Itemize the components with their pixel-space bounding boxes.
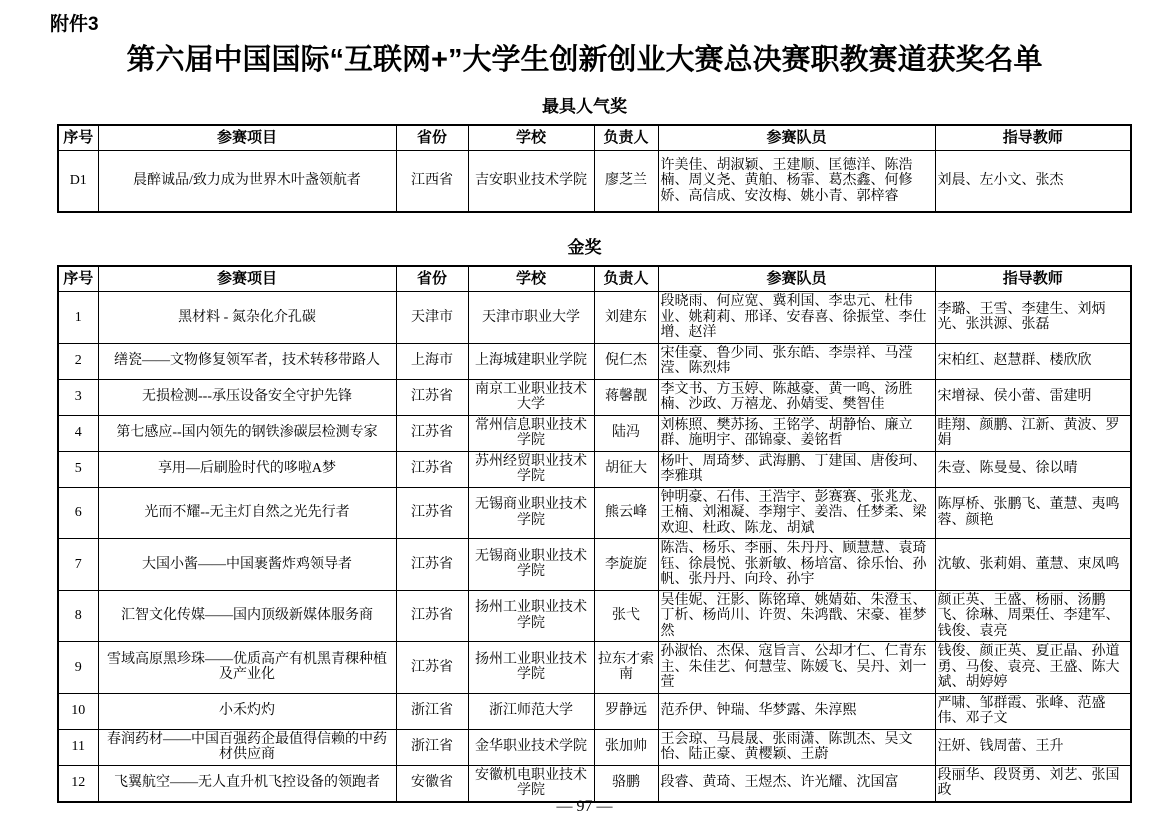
table-row xyxy=(58,642,1131,694)
cell-leader: 罗静远 xyxy=(594,693,658,729)
attachment-label: 附件3 xyxy=(50,14,99,35)
cell-members: 许美佳、胡淑颖、王建顺、匡德洋、陈浩楠、周义尧、黄舶、杨霏、葛杰鑫、何修娇、高信成、安汝梅、姚小青、郭梓睿 xyxy=(658,151,935,213)
table-row xyxy=(58,539,1131,591)
cell-province: 江苏省 xyxy=(396,590,468,642)
cell-index: 10 xyxy=(58,693,98,729)
cell-school: 苏州经贸职业技术学院 xyxy=(468,451,594,487)
cell-index: 2 xyxy=(58,343,98,379)
most-popular-award-table xyxy=(57,124,1132,213)
cell-project: 无损检测---承压设备安全守护先锋 xyxy=(98,379,396,415)
cell-members: 孙淑怡、杰保、寇旨言、公却才仁、仁青东主、朱佳艺、何慧莹、陈媛飞、吴丹、刘一萱 xyxy=(658,642,935,694)
cell-project: 第七感应--国内领先的钢铁渗碳层检测专家 xyxy=(98,415,396,451)
cell-project: 享用—后刷脸时代的哆啦A梦 xyxy=(98,451,396,487)
cell-leader: 胡征大 xyxy=(594,451,658,487)
cell-project: 缮瓷——文物修复领军者，技术转移带路人 xyxy=(98,343,396,379)
table-row xyxy=(58,343,1131,379)
column-header-leader: 负责人 xyxy=(594,125,658,151)
column-header-teachers: 指导教师 xyxy=(935,125,1131,151)
cell-index: 9 xyxy=(58,642,98,694)
cell-project: 飞翼航空——无人直升机飞控设备的领跑者 xyxy=(98,765,396,802)
column-header-school: 学校 xyxy=(468,266,594,292)
cell-province: 浙江省 xyxy=(396,693,468,729)
cell-leader: 张加帅 xyxy=(594,729,658,765)
cell-project: 大国小酱——中国裹酱炸鸡领导者 xyxy=(98,539,396,591)
cell-project: 汇智文化传媒——国内顶级新媒体服务商 xyxy=(98,590,396,642)
cell-province: 江苏省 xyxy=(396,487,468,539)
cell-teachers: 朱壹、陈曼曼、徐以晴 xyxy=(935,451,1131,487)
column-header-province: 省份 xyxy=(396,266,468,292)
cell-teachers: 严啸、邹群霞、张峰、范盛伟、邓子文 xyxy=(935,693,1131,729)
cell-leader: 熊云峰 xyxy=(594,487,658,539)
table-row xyxy=(58,729,1131,765)
cell-school: 天津市职业大学 xyxy=(468,292,594,344)
cell-index: 5 xyxy=(58,451,98,487)
cell-leader: 廖芝兰 xyxy=(594,151,658,213)
column-header-index: 序号 xyxy=(58,266,98,292)
cell-province: 江苏省 xyxy=(396,642,468,694)
table-row xyxy=(58,693,1131,729)
cell-leader: 倪仁杰 xyxy=(594,343,658,379)
cell-teachers: 钱俊、颜正英、夏正晶、孙道勇、马俊、袁亮、王盛、陈大斌、胡婷婷 xyxy=(935,642,1131,694)
cell-province: 江西省 xyxy=(396,151,468,213)
section-title-most-popular: 最具人气奖 xyxy=(542,97,627,116)
cell-province: 江苏省 xyxy=(396,451,468,487)
cell-teachers: 沈敏、张莉娟、董慧、束凤鸣 xyxy=(935,539,1131,591)
cell-province: 江苏省 xyxy=(396,415,468,451)
table-row xyxy=(58,415,1131,451)
column-header-leader: 负责人 xyxy=(594,266,658,292)
cell-school: 吉安职业技术学院 xyxy=(468,151,594,213)
column-header-province: 省份 xyxy=(396,125,468,151)
cell-teachers: 眭翔、颜鹏、江新、黄波、罗娟 xyxy=(935,415,1131,451)
cell-leader: 刘建东 xyxy=(594,292,658,344)
table-row xyxy=(58,487,1131,539)
cell-teachers: 宋柏红、赵慧群、楼欣欣 xyxy=(935,343,1131,379)
cell-teachers: 陈厚桥、张鹏飞、董慧、夷鸣蓉、颜艳 xyxy=(935,487,1131,539)
cell-members: 段晓雨、何应宽、冀利国、李忠元、杜伟业、姚莉莉、邢译、安春喜、徐振堂、李仕增、赵洋 xyxy=(658,292,935,344)
section-gold-award xyxy=(0,233,1169,803)
cell-index: 12 xyxy=(58,765,98,802)
cell-province: 安徽省 xyxy=(396,765,468,802)
cell-teachers: 李璐、王雪、李建生、刘炳光、张洪源、张磊 xyxy=(935,292,1131,344)
cell-teachers: 宋增禄、侯小蕾、雷建明 xyxy=(935,379,1131,415)
page-number: — 97 — xyxy=(556,798,613,815)
header-row xyxy=(58,266,1131,292)
cell-members: 杨叶、周琦梦、武海鹏、丁建国、唐俊珂、李雅琪 xyxy=(658,451,935,487)
column-header-members: 参赛队员 xyxy=(658,266,935,292)
cell-school: 南京工业职业技术大学 xyxy=(468,379,594,415)
cell-members: 刘栋照、樊苏扬、王铭学、胡静怡、廉立群、施明宇、邵锦豪、姜铭哲 xyxy=(658,415,935,451)
table-row xyxy=(58,451,1131,487)
cell-index: 6 xyxy=(58,487,98,539)
cell-index: 11 xyxy=(58,729,98,765)
table-row xyxy=(58,379,1131,415)
cell-school: 扬州工业职业技术学院 xyxy=(468,590,594,642)
section-title-gold: 金奖 xyxy=(567,238,602,257)
column-header-project: 参赛项目 xyxy=(98,125,396,151)
cell-province: 江苏省 xyxy=(396,379,468,415)
header-row xyxy=(58,125,1131,151)
cell-members: 宋佳豪、鲁少同、张东皓、李崇祥、马滢滢、陈烈炜 xyxy=(658,343,935,379)
cell-members: 陈浩、杨乐、李丽、朱丹丹、顾慧慧、袁琦钰、徐晨悦、张新敏、杨培富、徐乐怡、孙帆、张丹丹、向玲、孙宇 xyxy=(658,539,935,591)
cell-province: 天津市 xyxy=(396,292,468,344)
cell-members: 李文书、方玉婷、陈越豪、黄一鸣、汤胜楠、沙政、万禧龙、孙婧雯、樊智佳 xyxy=(658,379,935,415)
table-row xyxy=(58,765,1131,802)
cell-school: 安徽机电职业技术学院 xyxy=(468,765,594,802)
cell-index: 4 xyxy=(58,415,98,451)
cell-school: 扬州工业职业技术学院 xyxy=(468,642,594,694)
cell-project: 小禾灼灼 xyxy=(98,693,396,729)
cell-teachers: 汪妍、钱周蕾、王升 xyxy=(935,729,1131,765)
cell-school: 浙江师范大学 xyxy=(468,693,594,729)
column-header-school: 学校 xyxy=(468,125,594,151)
cell-members: 段睿、黄琦、王煜杰、许光耀、沈国富 xyxy=(658,765,935,802)
cell-province: 江苏省 xyxy=(396,539,468,591)
cell-index: 8 xyxy=(58,590,98,642)
cell-index: 1 xyxy=(58,292,98,344)
cell-index: 3 xyxy=(58,379,98,415)
cell-leader: 李旋旋 xyxy=(594,539,658,591)
cell-school: 无锡商业职业技术学院 xyxy=(468,487,594,539)
cell-project: 黑材料 - 氮杂化介孔碳 xyxy=(98,292,396,344)
cell-leader: 拉东才索南 xyxy=(594,642,658,694)
section-most-popular-award xyxy=(0,92,1169,213)
cell-leader: 蒋馨靓 xyxy=(594,379,658,415)
cell-leader: 张弋 xyxy=(594,590,658,642)
cell-members: 钟明豪、石伟、王浩宇、彭赛赛、张兆龙、王楠、刘湘凝、李翔宇、姜浩、任梦柔、梁欢迎、杜政、陈龙、胡斌 xyxy=(658,487,935,539)
cell-members: 范乔伊、钟瑞、华梦露、朱淳熙 xyxy=(658,693,935,729)
cell-teachers: 颜正英、王盛、杨丽、汤鹏飞、徐琳、周栗任、李建军、钱俊、袁亮 xyxy=(935,590,1131,642)
cell-province: 浙江省 xyxy=(396,729,468,765)
cell-province: 上海市 xyxy=(396,343,468,379)
table-row xyxy=(58,590,1131,642)
cell-leader: 骆鹏 xyxy=(594,765,658,802)
cell-project: 春润药材——中国百强药企最值得信赖的中药材供应商 xyxy=(98,729,396,765)
cell-index: 7 xyxy=(58,539,98,591)
page-title: 第六届中国国际“互联网+”大学生创新创业大赛总决赛职教赛道获奖名单 xyxy=(126,44,1043,76)
table-row xyxy=(58,292,1131,344)
cell-members: 吴佳妮、汪影、陈铭璋、姚婧茹、朱澄玉、丁析、杨尚川、许贺、朱鸿戬、宋豪、崔梦然 xyxy=(658,590,935,642)
cell-school: 上海城建职业学院 xyxy=(468,343,594,379)
cell-index: D1 xyxy=(58,151,98,213)
cell-members: 王会琼、马晨晟、张雨潇、陈凯杰、吴文怡、陆正豪、黄樱颖、王蔚 xyxy=(658,729,935,765)
column-header-project: 参赛项目 xyxy=(98,266,396,292)
cell-school: 金华职业技术学院 xyxy=(468,729,594,765)
cell-project: 晨醉诚品/致力成为世界木叶盏领航者 xyxy=(98,151,396,213)
cell-project: 光而不耀--无主灯自然之光先行者 xyxy=(98,487,396,539)
cell-leader: 陆冯 xyxy=(594,415,658,451)
table-row xyxy=(58,151,1131,213)
cell-school: 常州信息职业技术学院 xyxy=(468,415,594,451)
column-header-teachers: 指导教师 xyxy=(935,266,1131,292)
cell-teachers: 刘晨、左小文、张杰 xyxy=(935,151,1131,213)
gold-award-table xyxy=(57,265,1132,803)
column-header-members: 参赛队员 xyxy=(658,125,935,151)
column-header-index: 序号 xyxy=(58,125,98,151)
cell-school: 无锡商业职业技术学院 xyxy=(468,539,594,591)
cell-project: 雪域高原黑珍珠——优质高产有机黑青稞种植及产业化 xyxy=(98,642,396,694)
cell-teachers: 段丽华、段贤勇、刘艺、张国政 xyxy=(935,765,1131,802)
